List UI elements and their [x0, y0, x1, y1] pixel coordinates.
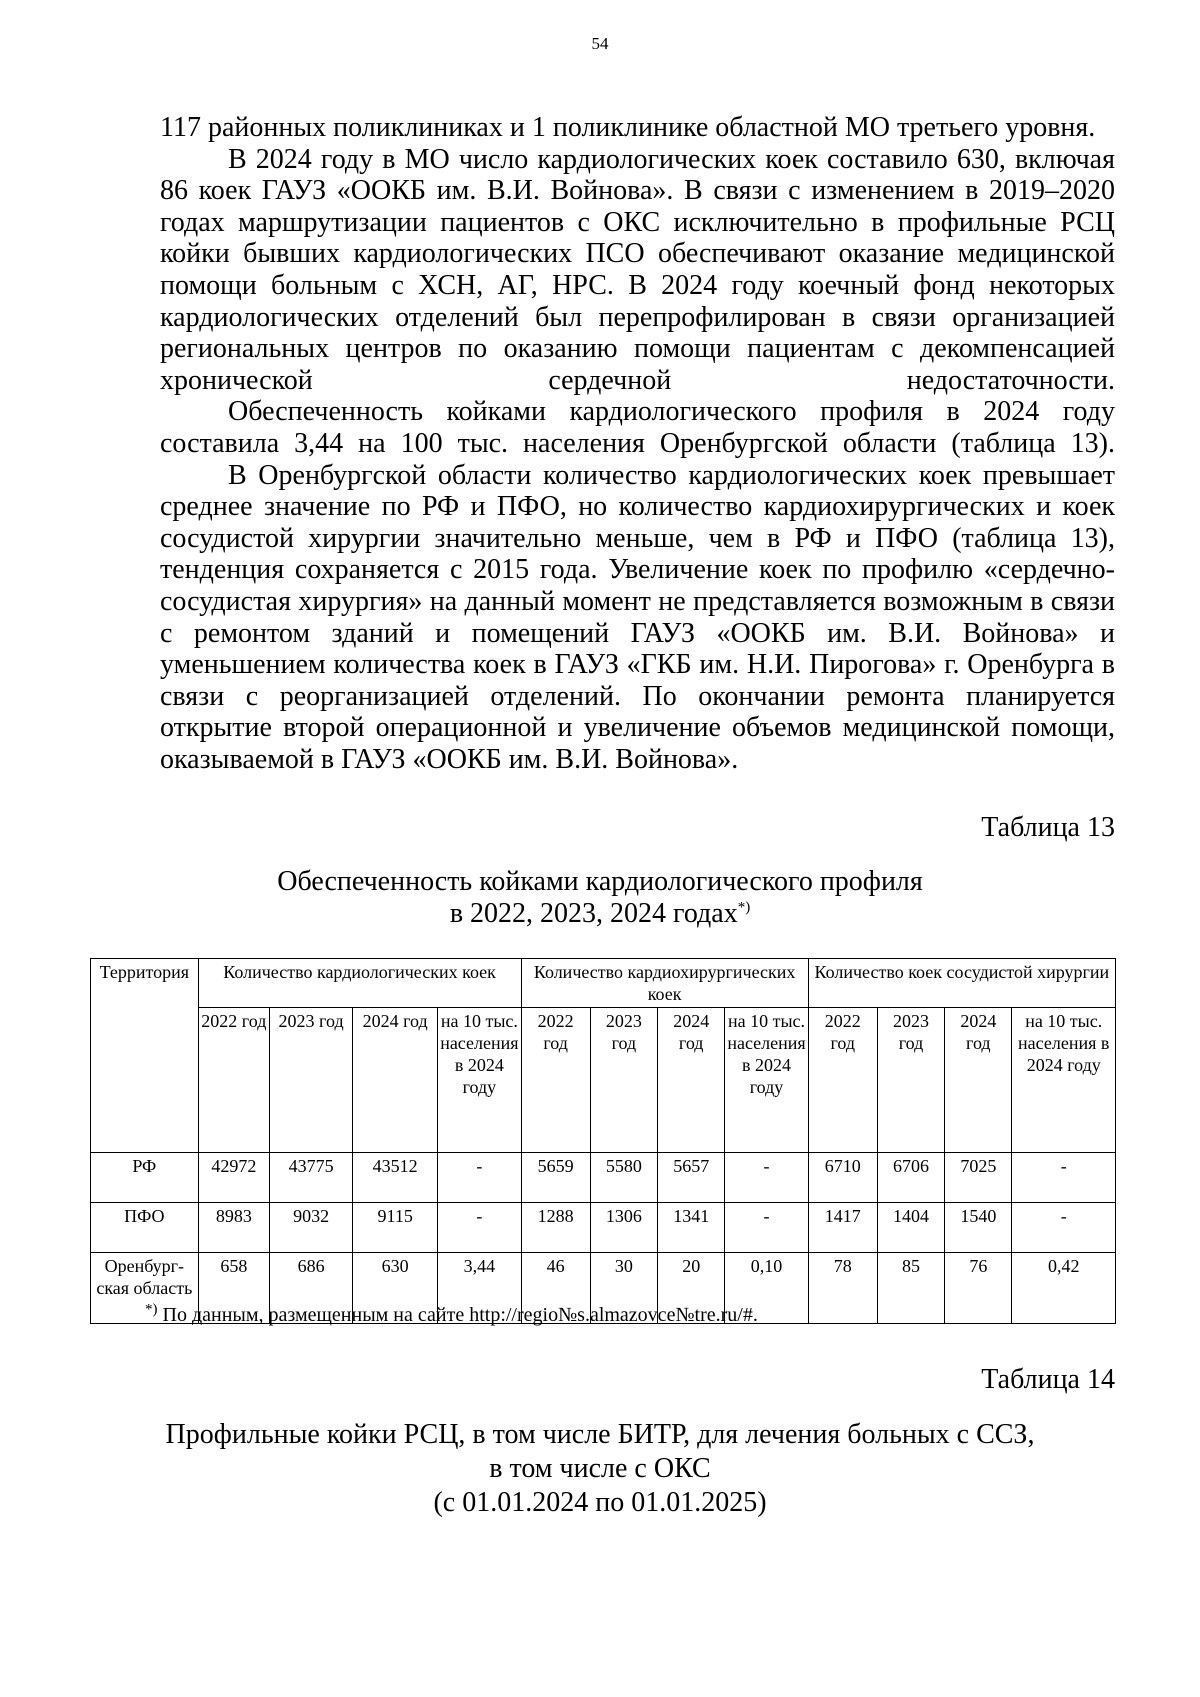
table-cell: 1341 [658, 1203, 725, 1253]
table-13-title-line-2: в 2022, 2023, 2024 годах [449, 898, 738, 929]
table-cell: 658 [198, 1253, 269, 1324]
subheader-2022: 2022 год [808, 1008, 877, 1153]
table-cell: - [1012, 1153, 1116, 1203]
table-row [91, 1153, 1116, 1203]
table-13-title [0, 866, 1200, 930]
subheader-2022: 2022 год [198, 1008, 269, 1153]
table-row [91, 1203, 1116, 1253]
table-cell: 20 [658, 1253, 725, 1324]
table-cell: 78 [808, 1253, 877, 1324]
body-text [160, 112, 1115, 775]
table-14-title-line-3: (с 01.01.2024 по 01.01.2025) [433, 1487, 767, 1518]
table-cell: 43775 [270, 1153, 353, 1203]
table-cell: 3,44 [438, 1253, 521, 1324]
cell-territory: ПФО [91, 1203, 199, 1253]
subheader-2022: 2022 год [521, 1008, 590, 1153]
header-group-vascular: Количество коек сосудистой хирургии [808, 959, 1115, 1008]
header-group-cardiosurgery: Количество кардиохирургических коек [521, 959, 808, 1008]
table-cell: 42972 [198, 1153, 269, 1203]
table-cell: 0,42 [1012, 1253, 1116, 1324]
table-13-footnote [145, 1301, 758, 1327]
table-cell: - [438, 1203, 521, 1253]
table-14-title-line-1: Профильные койки РСЦ, в том числе БИТР, для лечения больных с ССЗ, [165, 1419, 1035, 1450]
table-header-row-2 [91, 1008, 1116, 1153]
table-13 [90, 958, 1116, 1324]
table-13-label: Таблица 13 [981, 812, 1115, 843]
paragraph-1: 117 районных поликлиниках и 1 поликлинике областной МО третьего уровня. [160, 112, 1096, 143]
table-cell: 5580 [590, 1153, 657, 1203]
subheader-per-10k: на 10 тыс. населения в 2024 году [438, 1008, 521, 1153]
table-cell: - [725, 1203, 808, 1253]
table-cell: - [725, 1153, 808, 1203]
table-cell: - [1012, 1203, 1116, 1253]
footnote-mark: *) [145, 1301, 158, 1318]
table-14-label: Таблица 14 [981, 1364, 1115, 1395]
table-cell: 6706 [877, 1153, 944, 1203]
subheader-per-10k: на 10 тыс. населения в 2024 году [725, 1008, 808, 1153]
table-cell: 686 [270, 1253, 353, 1324]
subheader-2023: 2023 год [270, 1008, 353, 1153]
table-cell: 1306 [590, 1203, 657, 1253]
paragraph-4: В Оренбургской области количество кардиологических коек превышает среднее значение по РФ и ПФО, но количество кардиохирургических и коек сосудистой хирургии значительно меньше, чем в РФ и ПФО (таблица 13), тенденция сохраняется с 2015 года. Увеличение коек по профилю «сердечно-сосудистая хирургия» на данный момент не представляется возможным в связи с ремонтом зданий и помещений ГАУЗ «ООКБ им. В.И. Войнова» и уменьшением количества коек в ГАУЗ «ГКБ им. Н.И. Пирогова» г. Оренбурга в связи с реорганизацией отделений. По окончании ремонта планируется открытие второй операционной и увеличение объемов медицинской помощи, оказываемой в ГАУЗ «ООКБ им. В.И. Войнова». [160, 459, 1115, 775]
table-cell: 43512 [353, 1153, 438, 1203]
table-cell: 1540 [945, 1203, 1012, 1253]
table-14-title-line-2: в том числе с ОКС [489, 1453, 711, 1484]
footnote-text: По данным, размещенным на сайте http://regio№s.almazovce№tre.ru/#. [157, 1304, 758, 1326]
table-cell: 30 [590, 1253, 657, 1324]
table-cell: 0,10 [725, 1253, 808, 1324]
table-cell: 1404 [877, 1203, 944, 1253]
table-cell: 7025 [945, 1153, 1012, 1203]
table-cell: 5657 [658, 1153, 725, 1203]
table-header-row-1 [91, 959, 1116, 1008]
table-cell: 85 [877, 1253, 944, 1324]
subheader-per-10k: на 10 тыс. населения в 2024 году [1012, 1008, 1116, 1153]
cell-territory: РФ [91, 1153, 199, 1203]
subheader-2024: 2024 год [353, 1008, 438, 1153]
table-13-title-footnote-mark: *) [737, 899, 751, 916]
header-group-cardio: Количество кардиологических коек [198, 959, 521, 1008]
table-cell: 76 [945, 1253, 1012, 1324]
subheader-2024: 2024 год [945, 1008, 1012, 1153]
table-cell: 1417 [808, 1203, 877, 1253]
table-cell: 9032 [270, 1203, 353, 1253]
table-cell: 1288 [521, 1203, 590, 1253]
header-territory: Территория [91, 959, 199, 1153]
table-cell: 6710 [808, 1153, 877, 1203]
paragraph-2: В 2024 году в МО число кардиологических коек составило 630, включая 86 коек ГАУЗ «ООКБ им. В.И. Войнова». В связи с изменением в 2019–2020 годах маршрутизации пациентов с ОКС исключительно в профильные РСЦ койки бывших кардиологических ПСО обеспечивают оказание медицинской помощи больным с ХСН, АГ, НРС. В 2024 году коечный фонд некоторых кардиологических отделений был перепрофилирован в связи организацией региональных центров по оказанию помощи пациентам с декомпенсацией хронической сердечной недостаточности. [160, 143, 1115, 396]
paragraph-3: Обеспеченность койками кардиологического профиля в 2024 году составила 3,44 на 100 тыс. населения Оренбургской области (таблица 13). [160, 396, 1115, 459]
page-number: 54 [591, 34, 609, 53]
subheader-2023: 2023 год [877, 1008, 944, 1153]
table-13-title-line-2-wrap [0, 898, 1200, 930]
table-13-title-line-1: Обеспеченность койками кардиологического профиля [277, 866, 923, 897]
table-14-title [0, 1418, 1200, 1520]
table-cell: 630 [353, 1253, 438, 1324]
table-cell: 8983 [198, 1203, 269, 1253]
subheader-2023: 2023 год [590, 1008, 657, 1153]
table-cell: 9115 [353, 1203, 438, 1253]
table-cell: - [438, 1153, 521, 1203]
table-cell: 5659 [521, 1153, 590, 1203]
cell-territory: Оренбург-ская область [91, 1253, 199, 1324]
subheader-2024: 2024 год [658, 1008, 725, 1153]
table-cell: 46 [521, 1253, 590, 1324]
